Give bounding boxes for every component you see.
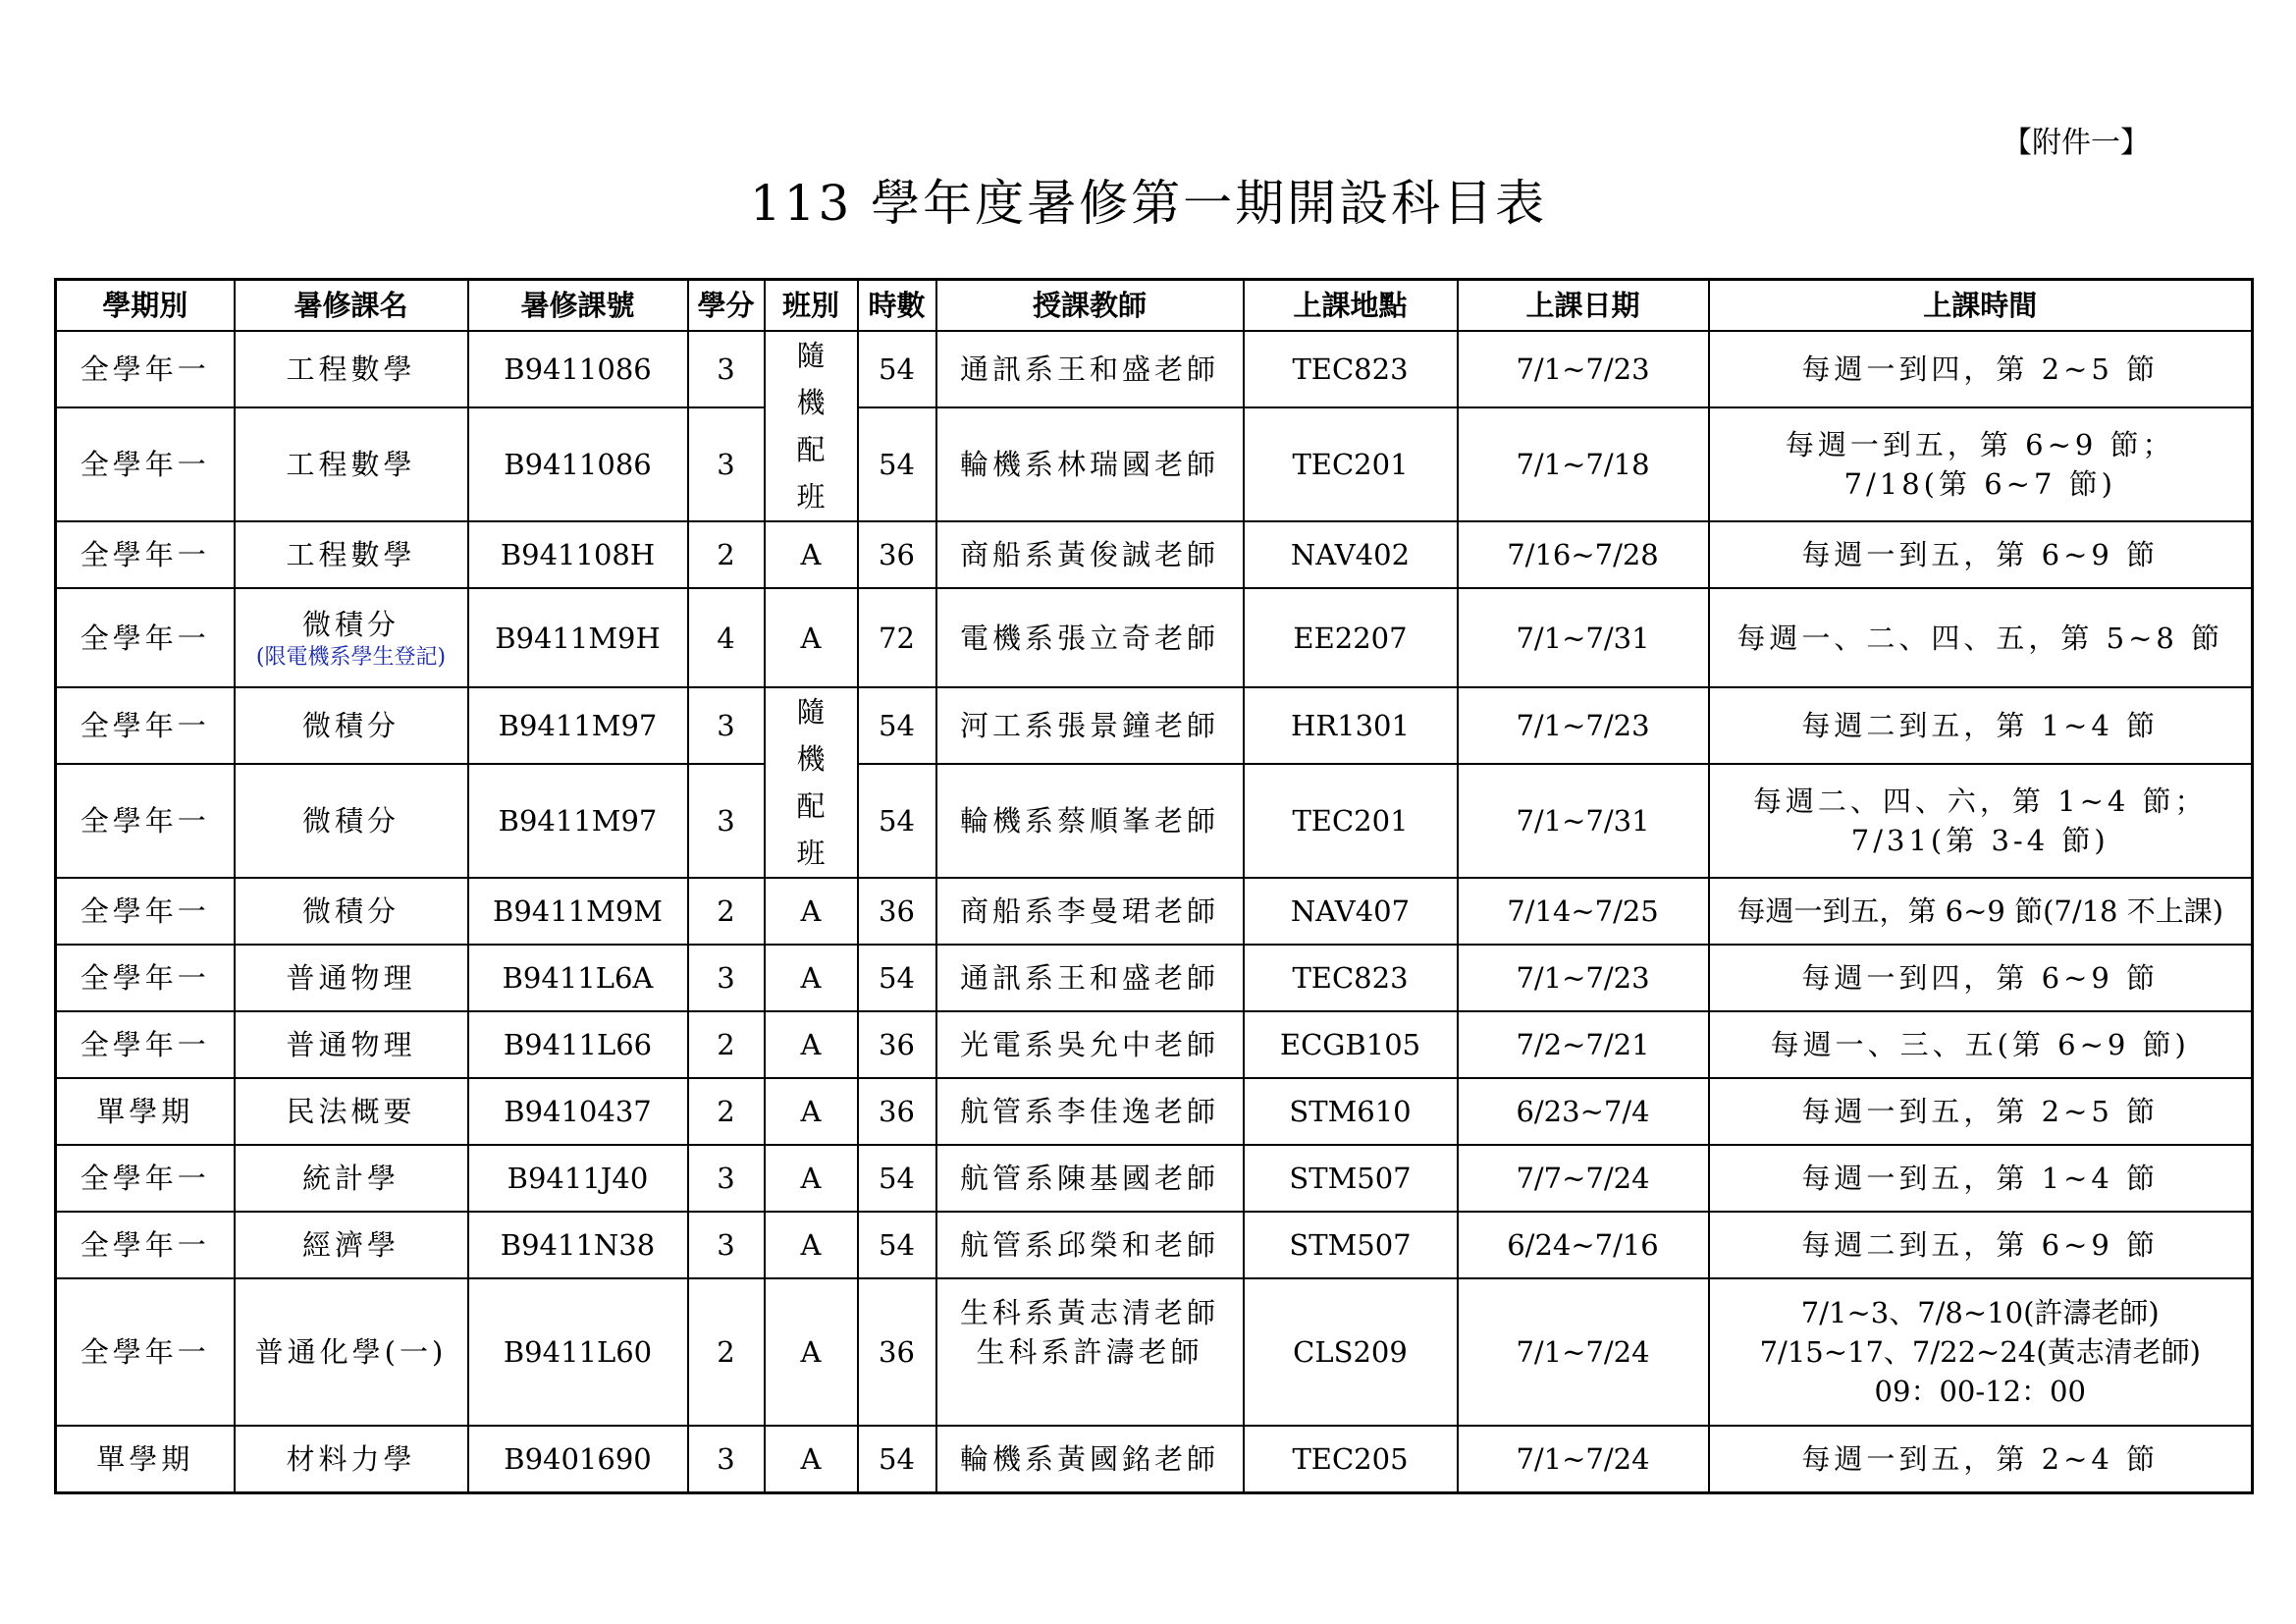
table-row [56, 1078, 2253, 1145]
times-line-3: 09：00-12：00 [1874, 1375, 2086, 1408]
cell-hours: 54 [858, 687, 936, 764]
cell-class: A [765, 1212, 858, 1278]
cell-teacher: 河工系張景鐘老師 [936, 687, 1244, 764]
cell-credits: 2 [688, 1011, 765, 1078]
cell-credits: 3 [688, 687, 765, 764]
cell-course: 經濟學 [235, 1212, 468, 1278]
cell-dates: 7/1~7/24 [1458, 1426, 1709, 1493]
cell-teacher: 航管系陳基國老師 [936, 1145, 1244, 1212]
cell-term: 全學年一 [56, 945, 235, 1011]
cell-times: 每週一到五，第 1~4 節 [1709, 1145, 2253, 1212]
cell-course: 民法概要 [235, 1078, 468, 1145]
cell-times: 每週一到五，第 6~9 節(7/18 不上課) [1709, 878, 2253, 945]
cell-times: 每週一到四，第 2~5 節 [1709, 331, 2253, 407]
table-row [56, 945, 2253, 1011]
cell-dates: 6/23~7/4 [1458, 1078, 1709, 1145]
table-row [56, 407, 2253, 521]
cell-code: B9410437 [468, 1078, 688, 1145]
cell-code: B9411M97 [468, 764, 688, 878]
cell-location: EE2207 [1244, 588, 1458, 687]
cell-hours: 72 [858, 588, 936, 687]
cell-code: B941108H [468, 521, 688, 588]
cell-dates: 7/7~7/24 [1458, 1145, 1709, 1212]
header-dates: 上課日期 [1458, 280, 1709, 332]
cell-course: 普通化學(一) [235, 1278, 468, 1426]
cell-hours: 36 [858, 1278, 936, 1426]
cell-course: 微積分 [235, 687, 468, 764]
cell-term: 全學年一 [56, 878, 235, 945]
header-credits: 學分 [688, 280, 765, 332]
cell-code: B9411086 [468, 407, 688, 521]
header-location: 上課地點 [1244, 280, 1458, 332]
cell-teacher: 輪機系林瑞國老師 [936, 407, 1244, 521]
cell-class: A [765, 521, 858, 588]
cell-times: 每週一到五，第 6~9 節 [1709, 521, 2253, 588]
cell-teacher: 輪機系黃國銘老師 [936, 1426, 1244, 1493]
cell-teacher [936, 1278, 1244, 1426]
cell-code: B9411M97 [468, 687, 688, 764]
attachment-label: 【附件一】 [2002, 126, 2150, 160]
cell-term: 全學年一 [56, 1278, 235, 1426]
cell-code: B9411L6A [468, 945, 688, 1011]
cell-dates: 7/1~7/23 [1458, 945, 1709, 1011]
cell-hours: 54 [858, 1426, 936, 1493]
cell-dates: 7/1~7/23 [1458, 687, 1709, 764]
cell-dates: 7/1~7/24 [1458, 1278, 1709, 1426]
cell-code: B9411J40 [468, 1145, 688, 1212]
cell-times: 每週一、二、四、五，第 5~8 節 [1709, 588, 2253, 687]
teacher-line-1: 生科系黃志清老師 [959, 1296, 1219, 1329]
cell-course: 材料力學 [235, 1426, 468, 1493]
cell-term: 全學年一 [56, 588, 235, 687]
cell-location: ECGB105 [1244, 1011, 1458, 1078]
cell-term: 全學年一 [56, 1145, 235, 1212]
cell-term: 全學年一 [56, 1212, 235, 1278]
cell-location: STM507 [1244, 1212, 1458, 1278]
course-table [54, 278, 2254, 1494]
cell-dates: 7/14~7/25 [1458, 878, 1709, 945]
cell-course [235, 588, 468, 687]
cell-location: TEC201 [1244, 407, 1458, 521]
cell-credits: 2 [688, 878, 765, 945]
table-row [56, 878, 2253, 945]
cell-class: A [765, 878, 858, 945]
cell-times: 每週二到五，第 6~9 節 [1709, 1212, 2253, 1278]
header-course-code: 暑修課號 [468, 280, 688, 332]
cell-location: CLS209 [1244, 1278, 1458, 1426]
cell-course: 普通物理 [235, 1011, 468, 1078]
cell-class: A [765, 588, 858, 687]
cell-code: B9411M9H [468, 588, 688, 687]
cell-location: TEC823 [1244, 331, 1458, 407]
teacher-line-2: 生科系許濤老師 [976, 1335, 1203, 1369]
cell-hours: 54 [858, 945, 936, 1011]
cell-course: 工程數學 [235, 331, 468, 407]
cell-course: 工程數學 [235, 521, 468, 588]
cell-term: 全學年一 [56, 521, 235, 588]
cell-hours: 36 [858, 521, 936, 588]
cell-term: 全學年一 [56, 764, 235, 878]
table-row [56, 1212, 2253, 1278]
header-hours: 時數 [858, 280, 936, 332]
cell-credits: 3 [688, 764, 765, 878]
table-row [56, 1011, 2253, 1078]
cell-location: STM610 [1244, 1078, 1458, 1145]
cell-hours: 54 [858, 764, 936, 878]
cell-dates: 7/1~7/31 [1458, 588, 1709, 687]
cell-course: 微積分 [235, 764, 468, 878]
table-row [56, 764, 2253, 878]
header-course-name: 暑修課名 [235, 280, 468, 332]
table-row [56, 521, 2253, 588]
cell-credits: 3 [688, 407, 765, 521]
cell-times [1709, 764, 2253, 878]
cell-location: NAV402 [1244, 521, 1458, 588]
cell-credits: 3 [688, 1145, 765, 1212]
cell-location: HR1301 [1244, 687, 1458, 764]
table-row [56, 1426, 2253, 1493]
header-teacher: 授課教師 [936, 280, 1244, 332]
table-row [56, 588, 2253, 687]
cell-teacher: 商船系黃俊誠老師 [936, 521, 1244, 588]
times-line-1: 每週二、四、六，第 1~4 節； [1752, 785, 2208, 819]
course-name: 微積分 [301, 607, 400, 641]
header-times: 上課時間 [1709, 280, 2253, 332]
cell-teacher: 商船系李曼珺老師 [936, 878, 1244, 945]
cell-hours: 54 [858, 1145, 936, 1212]
cell-term: 單學期 [56, 1078, 235, 1145]
cell-course: 微積分 [235, 878, 468, 945]
cell-class: A [765, 1278, 858, 1426]
cell-code: B9411N38 [468, 1212, 688, 1278]
cell-course: 統計學 [235, 1145, 468, 1212]
cell-class: A [765, 1011, 858, 1078]
cell-times: 每週二到五，第 1~4 節 [1709, 687, 2253, 764]
cell-teacher: 電機系張立奇老師 [936, 588, 1244, 687]
page-title: 113 學年度暑修第一期開設科目表 [749, 175, 1548, 232]
cell-teacher: 航管系李佳逸老師 [936, 1078, 1244, 1145]
cell-dates: 7/2~7/21 [1458, 1011, 1709, 1078]
cell-location: NAV407 [1244, 878, 1458, 945]
cell-dates: 7/1~7/23 [1458, 331, 1709, 407]
cell-times [1709, 407, 2253, 521]
cell-location: TEC205 [1244, 1426, 1458, 1493]
times-line-1: 每週一到五，第 6~9 節； [1785, 428, 2175, 462]
cell-teacher: 輪機系蔡順峯老師 [936, 764, 1244, 878]
cell-dates: 7/16~7/28 [1458, 521, 1709, 588]
table-row [56, 1278, 2253, 1426]
header-term: 學期別 [56, 280, 235, 332]
cell-teacher: 通訊系王和盛老師 [936, 331, 1244, 407]
cell-dates: 7/1~7/31 [1458, 764, 1709, 878]
cell-class-random: 隨機配班 [765, 331, 858, 521]
cell-credits: 3 [688, 1426, 765, 1493]
cell-credits: 2 [688, 1078, 765, 1145]
cell-credits: 2 [688, 521, 765, 588]
cell-teacher: 通訊系王和盛老師 [936, 945, 1244, 1011]
cell-dates: 6/24~7/16 [1458, 1212, 1709, 1278]
cell-hours: 54 [858, 331, 936, 407]
cell-course: 工程數學 [235, 407, 468, 521]
cell-location: STM507 [1244, 1145, 1458, 1212]
cell-class: A [765, 1426, 858, 1493]
cell-class: A [765, 1078, 858, 1145]
cell-credits: 4 [688, 588, 765, 687]
header-class: 班別 [765, 280, 858, 332]
cell-hours: 36 [858, 1078, 936, 1145]
cell-class: A [765, 945, 858, 1011]
table-row [56, 331, 2253, 407]
cell-credits: 2 [688, 1278, 765, 1426]
cell-location: TEC201 [1244, 764, 1458, 878]
cell-dates: 7/1~7/18 [1458, 407, 1709, 521]
cell-times [1709, 1278, 2253, 1426]
cell-times: 每週一到五，第 2~4 節 [1709, 1426, 2253, 1493]
cell-code: B9411086 [468, 331, 688, 407]
cell-term: 全學年一 [56, 1011, 235, 1078]
cell-code: B9411M9M [468, 878, 688, 945]
cell-credits: 3 [688, 331, 765, 407]
cell-course: 普通物理 [235, 945, 468, 1011]
times-line-2: 7/18(第 6~7 節) [1843, 467, 2116, 502]
cell-term: 單學期 [56, 1426, 235, 1493]
cell-code: B9401690 [468, 1426, 688, 1493]
course-note: (限電機系學生登記) [255, 644, 447, 670]
table-row [56, 1145, 2253, 1212]
cell-class-random: 隨機配班 [765, 687, 858, 878]
cell-hours: 36 [858, 878, 936, 945]
times-line-2: 7/15~17、7/22~24(黃志清老師) [1759, 1335, 2201, 1369]
cell-teacher: 航管系邱榮和老師 [936, 1212, 1244, 1278]
cell-term: 全學年一 [56, 331, 235, 407]
cell-hours: 36 [858, 1011, 936, 1078]
cell-times: 每週一到四，第 6~9 節 [1709, 945, 2253, 1011]
cell-term: 全學年一 [56, 407, 235, 521]
cell-location: TEC823 [1244, 945, 1458, 1011]
cell-code: B9411L66 [468, 1011, 688, 1078]
table-row [56, 687, 2253, 764]
cell-hours: 54 [858, 407, 936, 521]
teacher-line-spacer [939, 1372, 1241, 1411]
cell-credits: 3 [688, 945, 765, 1011]
times-line-2: 7/31(第 3-4 節) [1850, 824, 2109, 858]
times-line-1: 7/1~3、7/8~10(許濤老師) [1800, 1296, 2160, 1329]
cell-hours: 54 [858, 1212, 936, 1278]
cell-class: A [765, 1145, 858, 1212]
cell-credits: 3 [688, 1212, 765, 1278]
cell-term: 全學年一 [56, 687, 235, 764]
cell-times: 每週一到五，第 2~5 節 [1709, 1078, 2253, 1145]
header-row [56, 280, 2253, 332]
cell-times: 每週一、三、五(第 6~9 節) [1709, 1011, 2253, 1078]
cell-code: B9411L60 [468, 1278, 688, 1426]
cell-teacher: 光電系吳允中老師 [936, 1011, 1244, 1078]
